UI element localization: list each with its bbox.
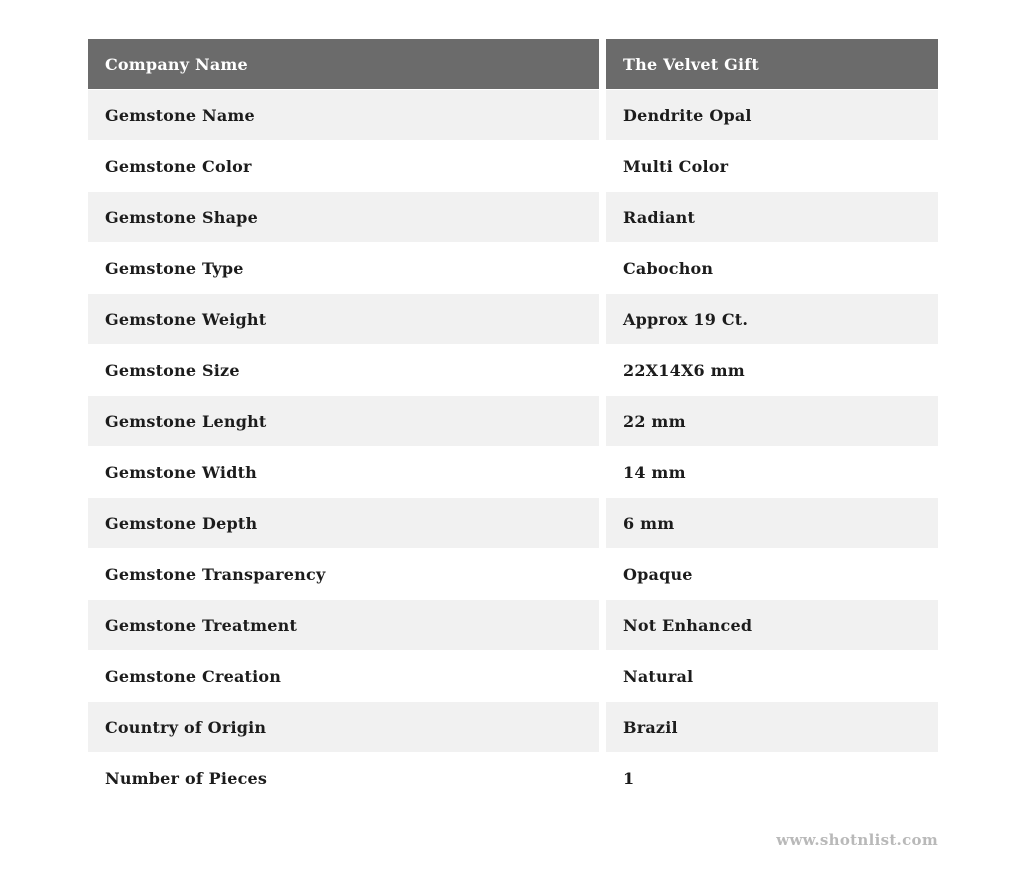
- spec-value-cell: 22X14X6 mm: [606, 345, 938, 395]
- watermark-text: www.shotnlist.com: [776, 831, 938, 849]
- spec-label-cell: Gemstone Transparency: [88, 549, 599, 599]
- spec-label-cell: Gemstone Size: [88, 345, 599, 395]
- spec-label-cell: Gemstone Lenght: [88, 396, 599, 446]
- company-name-value: The Velvet Gift: [623, 54, 759, 74]
- spec-value-cell: Dendrite Opal: [606, 90, 938, 140]
- spec-label-cell: Number of Pieces: [88, 753, 599, 803]
- spec-value-cell: 6 mm: [606, 498, 938, 548]
- spec-label-cell: Country of Origin: [88, 702, 599, 752]
- spec-value-cell: Brazil: [606, 702, 938, 752]
- header-label-cell: [88, 39, 599, 89]
- spec-value-cell: 1: [606, 753, 938, 803]
- spec-label-cell: Gemstone Type: [88, 243, 599, 293]
- spec-value-cell: Multi Color: [606, 141, 938, 191]
- company-name-label: Company Name: [105, 54, 248, 74]
- spec-label-cell: Gemstone Shape: [88, 192, 599, 242]
- spec-value-cell: 22 mm: [606, 396, 938, 446]
- spec-label-cell: Gemstone Weight: [88, 294, 599, 344]
- spec-value-cell: Radiant: [606, 192, 938, 242]
- spec-label-cell: Gemstone Color: [88, 141, 599, 191]
- spec-label-cell: Gemstone Width: [88, 447, 599, 497]
- spec-value-cell: 14 mm: [606, 447, 938, 497]
- spec-value-cell: Opaque: [606, 549, 938, 599]
- spec-label-cell: Gemstone Treatment: [88, 600, 599, 650]
- header-value-cell: [606, 39, 938, 89]
- spec-label-cell: Gemstone Creation: [88, 651, 599, 701]
- spec-value-cell: Cabochon: [606, 243, 938, 293]
- spec-value-cell: Natural: [606, 651, 938, 701]
- spec-label-cell: Gemstone Depth: [88, 498, 599, 548]
- spec-label-cell: Gemstone Name: [88, 90, 599, 140]
- spec-value-cell: Approx 19 Ct.: [606, 294, 938, 344]
- gemstone-spec-table: [88, 39, 938, 803]
- spec-value-cell: Not Enhanced: [606, 600, 938, 650]
